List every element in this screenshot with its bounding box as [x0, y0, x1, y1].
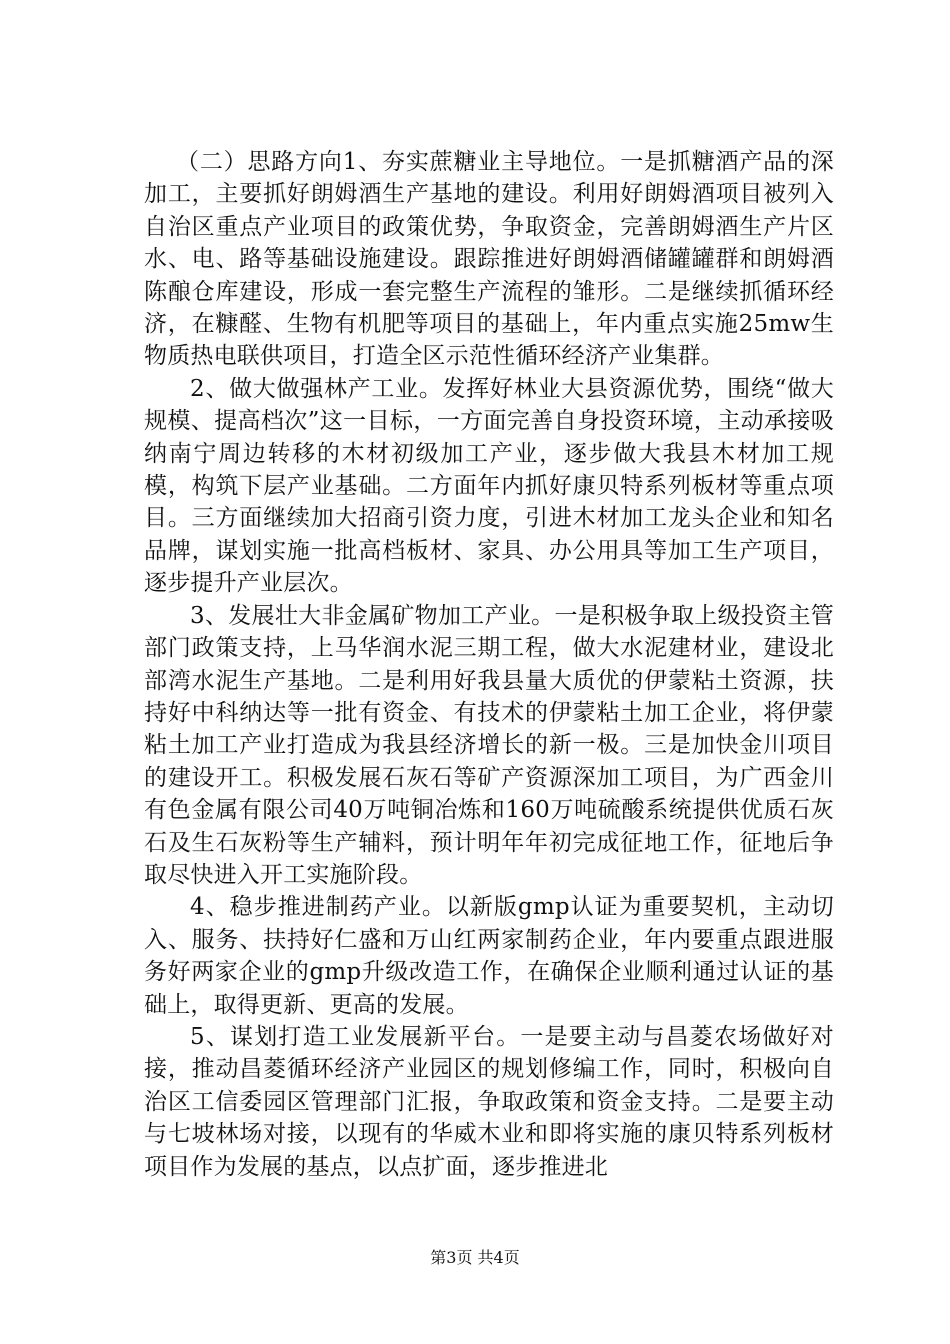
paragraph-nonmetal-minerals: 3、发展壮大非金属矿物加工产业。一是积极争取上级投资主管部门政策支持，上马华润水泥三期工程，做大水泥建材业，建设北部湾水泥生产基地。二是利用好我县量大质优的伊蒙粘土资源，扶持好中科纳达等一批有资金、有技术的伊蒙粘土加工企业，将伊蒙粘土加工产业打造成为我县经济增长的新一极。三是加快金川项目的建设开工。积极发展石灰石等矿产资源深加工项目，为广西金川有色金属有限公司40万吨铜冶炼和160万吨硫酸系统提供优质石灰石及生石灰粉等生产辅料，预计明年年初完成征地工作，征地后争取尽快进入开工实施阶段。: [144, 602, 834, 888]
paragraph-pharmaceutical: 4、稳步推进制药产业。以新版gmp认证为重要契机，主动切入、服务、扶持好仁盛和万山红两家制药企业，年内要重点跟进服务好两家企业的gmp升级改造工作，在确保企业顺利通过认证的基础上，取得更新、更高的发展。: [144, 894, 834, 1018]
paragraph-industrial-platform: 5、谋划打造工业发展新平台。一是要主动与昌菱农场做好对接，推动昌菱循环经济产业园区的规划修编工作，同时，积极向自治区工信委园区管理部门汇报，争取政策和资金支持。二是要主动与七坡林场对接，以现有的华威木业和即将实施的康贝特系列板材项目作为发展的基点，以点扩面，逐步推进北: [144, 1023, 834, 1180]
paragraph-thinking-direction: （二）思路方向1、夯实蔗糖业主导地位。一是抓糖酒产品的深加工，主要抓好朗姆酒生产基地的建设。利用好朗姆酒项目被列入自治区重点产业项目的政策优势，争取资金，完善朗姆酒生产片区水、电、路等基础设施建设。跟踪推进好朗姆酒储罐罐群和朗姆酒陈酿仓库建设，形成一套完整生产流程的雏形。二是继续抓循环经济，在糠醛、生物有机肥等项目的基础上，年内重点实施25mw生物质热电联供项目，打造全区示范性循环经济产业集群。: [144, 149, 834, 370]
page-number-footer: 第3页 共4页: [430, 1248, 520, 1267]
paragraph-forestry: 2、做大做强林产工业。发挥好林业大县资源优势，围绕“做大规模、提高档次”这一目标，一方面完善自身投资环境，主动承接吸纳南宁周边转移的木材初级加工产业，逐步做大我县木材加工规模，构筑下层产业基础。二方面年内抓好康贝特系列板材等重点项目。三方面继续加大招商引资力度，引进木材加工龙头企业和知名品牌，谋划实施一批高档板材、家具、办公用具等加工生产项目，逐步提升产业层次。: [144, 375, 834, 597]
document-body: [144, 146, 834, 1183]
